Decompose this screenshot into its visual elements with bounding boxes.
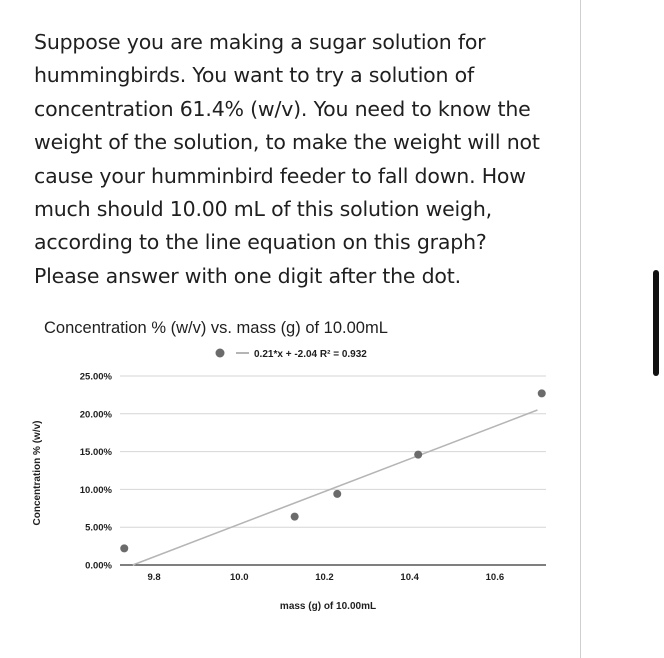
x-tick-label: 10.4 — [400, 572, 419, 583]
chart-title: Concentration % (w/v) vs. mass (g) of 10.00mL — [44, 319, 388, 337]
question-text: Suppose you are making a sugar solution for hummingbirds. You want to try a solution of concentration 61.4% (w/v). You need to know the weight of the solution, to make the weight will not cause your humminbird feeder to fall down. How much should 10.00 mL of this solution weigh, according to the line equation on this graph? Please answer with one digit after the dot. — [34, 30, 540, 288]
y-axis-label: Concentration % (w/v) — [32, 420, 43, 526]
data-point — [333, 490, 341, 498]
data-point — [120, 544, 128, 552]
y-tick-label: 5.00% — [85, 522, 112, 534]
y-tick-label: 20.00% — [79, 409, 112, 421]
x-tick-label: 10.6 — [485, 572, 505, 583]
legend-label: 0.21*x + -2.04 R² = 0.932 — [254, 349, 367, 360]
y-tick-labels — [80, 372, 113, 572]
trendline — [133, 410, 538, 565]
data-point — [291, 513, 299, 521]
x-tick-label: 10.0 — [230, 572, 249, 583]
y-tick-label: 0.00% — [85, 560, 112, 572]
legend — [216, 349, 368, 361]
y-tick-label: 10.00% — [79, 484, 112, 496]
x-tick-labels — [147, 572, 504, 583]
x-axis-label: mass (g) of 10.00mL — [279, 601, 377, 612]
gridlines — [120, 376, 546, 565]
legend-marker-icon — [216, 349, 225, 358]
x-tick-label: 10.2 — [315, 572, 334, 583]
scrollbar-handle[interactable] — [653, 270, 659, 376]
data-point — [538, 389, 546, 397]
data-point — [414, 451, 422, 459]
y-tick-label: 25.00% — [79, 371, 112, 383]
y-tick-label: 15.00% — [79, 447, 112, 459]
x-tick-label: 9.8 — [147, 572, 161, 583]
